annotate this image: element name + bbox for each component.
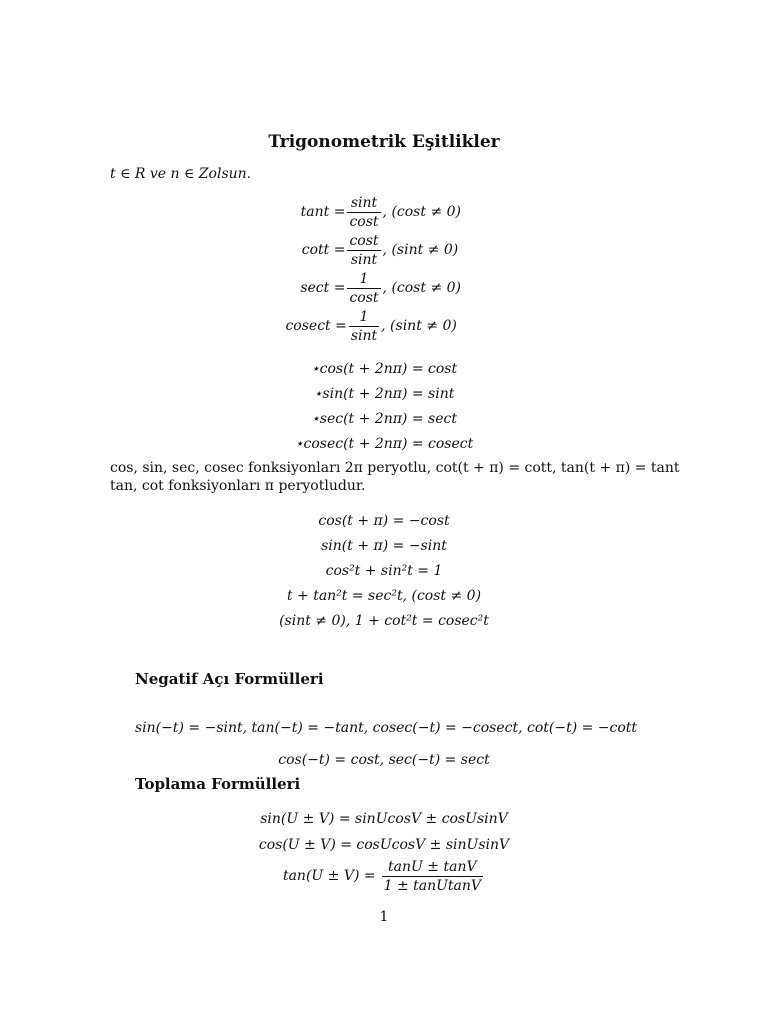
sum-tan-num: tanU ± tanV	[382, 859, 483, 877]
page-title: Trigonometrik Eşitlikler	[268, 132, 500, 152]
def-sec	[0, 270, 768, 306]
period-text-2: tan, cot fonksiyonları π peryotludur.	[110, 478, 366, 494]
def-tan-lhs: tant =	[300, 204, 346, 220]
periodic-cosec: ⋆cosec(t + 2nπ) = cosect	[294, 436, 474, 452]
sum-formula-sin: sin(U ± V) = sinUcosV ± cosUsinV	[260, 811, 508, 827]
sum-formula-tan	[0, 857, 768, 895]
identity-cos-shift: cos(t + π) = −cost	[318, 513, 450, 529]
sum-formula-cos: cos(U ± V) = cosUcosV ± sinUsinV	[258, 837, 510, 853]
negative-formulas-2: cos(−t) = cost, sec(−t) = sect	[278, 752, 490, 768]
def-cosec-den: sint	[350, 327, 378, 344]
section-heading-sum: Toplama Formülleri	[135, 775, 301, 793]
section-heading-negative: Negatif Açı Formülleri	[135, 670, 324, 688]
def-cot-den: sint	[350, 251, 378, 268]
def-cot-lhs: cott =	[301, 242, 346, 258]
def-cosec-cond: , (sint ≠ 0)	[381, 318, 457, 334]
def-cosec-fraction	[349, 309, 379, 344]
identity-pythagorean: cos²t + sin²t = 1	[325, 563, 443, 579]
periodic-cos: ⋆cos(t + 2nπ) = cost	[310, 361, 458, 377]
page-number: 1	[379, 909, 389, 925]
sum-tan-lhs: tan(U ± V) =	[282, 868, 376, 884]
def-tan-den: cost	[349, 213, 379, 230]
identity-tan-sec: t + tan²t = sec²t, (cost ≠ 0)	[286, 588, 482, 604]
def-tan-cond: , (cost ≠ 0)	[382, 204, 461, 220]
def-cot-cond: , (sint ≠ 0)	[382, 242, 459, 258]
period-text-1: cos, sin, sec, cosec fonksiyonları 2π peryotlu, cot(t + π) = cott, tan(t + π) = tant	[110, 460, 680, 476]
def-tan	[0, 194, 768, 230]
identity-cot-cosec: (sint ≠ 0), 1 + cot²t = cosec²t	[279, 613, 489, 629]
def-cosec-lhs: cosect =	[285, 318, 347, 334]
def-tan-fraction	[347, 195, 380, 230]
sum-tan-den: 1 ± tanUtanV	[383, 877, 482, 894]
periodic-sec: ⋆sec(t + 2nπ) = sect	[311, 411, 457, 427]
def-cosec-num: 1	[349, 309, 379, 327]
def-tan-num: sint	[347, 195, 380, 213]
sum-tan-fraction	[382, 859, 483, 894]
def-cosec	[0, 308, 768, 344]
periodic-sin: ⋆sin(t + 2nπ) = sint	[313, 386, 455, 402]
identity-sin-shift: sin(t + π) = −sint	[321, 538, 447, 554]
def-sec-fraction	[347, 271, 380, 306]
def-cot-fraction	[347, 233, 380, 268]
def-cot-num: cost	[349, 232, 379, 249]
def-sec-lhs: sect =	[300, 280, 346, 296]
def-sec-num: 1	[347, 271, 380, 289]
def-sec-den: cost	[349, 289, 379, 306]
intro-line: t ∈ R ve n ∈ Zolsun.	[110, 166, 252, 182]
negative-formulas-1: sin(−t) = −sint, tan(−t) = −tant, cosec(−t) = −cosect, cot(−t) = −cott	[135, 720, 638, 736]
def-cot	[0, 232, 768, 268]
def-sec-cond: , (cost ≠ 0)	[382, 280, 461, 296]
